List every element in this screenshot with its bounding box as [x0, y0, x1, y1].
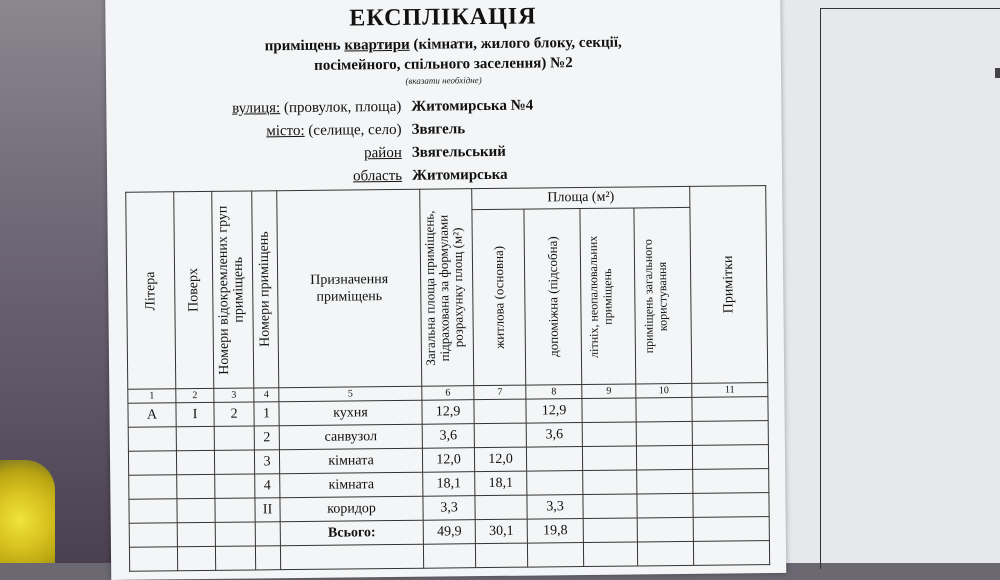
cell-empty [583, 518, 637, 543]
column-number: 9 [582, 384, 636, 399]
cell-room: ІІ [255, 498, 280, 522]
header-rooms: Номери приміщень [252, 191, 279, 388]
address-label: місто: (селище, село) [266, 122, 401, 140]
total-label: Всього: [280, 520, 423, 545]
document-title: ЕКСПЛІКАЦІЯ [105, 1, 780, 35]
subtitle-suffix: (кімнати, жилого блоку, секції, [410, 35, 622, 53]
header-living: житлова (основна) [472, 209, 526, 386]
cell-poverkh [176, 426, 214, 450]
cell-room: 4 [255, 474, 280, 498]
cell-empty [637, 517, 693, 542]
cell-living [474, 423, 526, 448]
address-region [107, 168, 402, 191]
cell-auxiliary: 3,3 [527, 495, 583, 520]
cell-group [214, 450, 254, 474]
cell-notes [692, 421, 768, 446]
document-sheet [105, 0, 786, 580]
cell-summer [583, 494, 637, 519]
column-number: 1 [128, 389, 176, 404]
header-total-area: Загальна площа приміщень, підрахована за формулами розрахунку площ (м²) [420, 189, 474, 387]
cell-summer [582, 446, 636, 471]
header-groups: Номери відокремлених груп приміщень [212, 191, 254, 388]
cell-room: 2 [254, 426, 279, 450]
cell-common [637, 469, 693, 494]
subtitle-prefix: приміщень [265, 37, 345, 54]
column-number: 4 [254, 388, 279, 402]
cell-auxiliary: 12,9 [526, 399, 582, 424]
column-number: 8 [526, 385, 582, 400]
header-auxiliary: допоміжна (підсобна) [524, 209, 582, 386]
cell-litera [128, 451, 176, 476]
subtitle-underlined: квартири [344, 37, 410, 54]
cell-living [475, 495, 527, 520]
cell-poverkh: І [176, 402, 214, 426]
document-subtitle-line2: посімейного, спільного заселення) №2 [106, 53, 781, 77]
cell-litera [128, 427, 176, 452]
cell-empty [177, 522, 215, 546]
second-sheet [780, 0, 1000, 563]
second-sheet-mark [995, 68, 1000, 78]
cell-empty [129, 523, 177, 548]
header-purpose: Призначення приміщень [277, 189, 422, 387]
total-auxiliary-sum: 19,8 [527, 519, 583, 544]
address-street [106, 99, 401, 122]
cell-summer [583, 470, 637, 495]
cell-notes [692, 445, 768, 470]
column-number: 11 [692, 383, 768, 398]
column-number: 2 [176, 388, 214, 402]
column-number: 3 [214, 388, 254, 402]
cell-room: 1 [254, 402, 279, 426]
cell-group [214, 426, 254, 450]
address-city [107, 122, 402, 145]
cell-poverkh [177, 498, 215, 522]
header-common: приміщень загального користування [634, 207, 692, 384]
cell-total-area: 3,3 [423, 496, 475, 521]
cell-poverkh [177, 474, 215, 498]
total-area-sum: 49,9 [423, 520, 475, 545]
address-label: район [364, 145, 402, 162]
cell-purpose: кімната [280, 472, 423, 497]
cell-poverkh [176, 450, 214, 474]
cell-notes [693, 469, 769, 494]
header-summer: літніх, неопалювальних приміщень [580, 208, 636, 385]
cell-auxiliary [526, 447, 582, 472]
cell-group: 2 [214, 402, 254, 426]
cell-auxiliary [527, 471, 583, 496]
cell-summer [582, 398, 636, 423]
cell-total-area: 12,0 [422, 448, 474, 473]
background-yellow-object [0, 460, 55, 563]
cell-purpose: санвузол [279, 424, 422, 449]
cell-litera: А [128, 403, 176, 428]
cell-empty [215, 522, 255, 546]
cell-group [215, 498, 255, 522]
cell-living: 12,0 [474, 447, 526, 472]
column-number: 5 [279, 386, 422, 401]
header-poverkh: Поверх [174, 191, 214, 388]
cell-notes [692, 397, 768, 422]
column-number: 10 [636, 383, 692, 398]
cell-common [636, 397, 692, 422]
cell-total-area: 12,9 [422, 400, 474, 425]
cell-purpose: коридор [280, 496, 423, 521]
cell-common [636, 421, 692, 446]
address-district [107, 145, 402, 168]
second-sheet-frame [820, 8, 1000, 569]
cell-common [637, 493, 693, 518]
header-notes: Примітки [690, 186, 768, 384]
cell-litera [129, 499, 177, 524]
cell-total-area: 3,6 [422, 424, 474, 449]
cell-living: 18,1 [475, 471, 527, 496]
cell-summer [582, 422, 636, 447]
header-area-group: Площа (м²) [472, 186, 690, 209]
cell-empty [255, 522, 280, 546]
cell-room: 3 [254, 450, 279, 474]
cell-purpose: кімната [279, 448, 422, 473]
column-number: 6 [422, 386, 474, 401]
cell-total-area: 18,1 [423, 472, 475, 497]
cell-litera [129, 475, 177, 500]
cell-purpose: кухня [279, 400, 422, 425]
address-label: область [353, 168, 402, 186]
column-number: 7 [474, 385, 526, 400]
address-label: вулиця: (провулок, площа) [232, 99, 401, 118]
explication-table [125, 185, 770, 572]
document-note: (вказати необхідне) [106, 72, 781, 89]
cell-common [636, 445, 692, 470]
cell-empty [693, 517, 769, 542]
cell-auxiliary: 3,6 [526, 423, 582, 448]
total-living-sum: 30,1 [475, 519, 527, 544]
cell-notes [693, 493, 769, 518]
cell-group [215, 474, 255, 498]
header-litera: Літера [126, 192, 176, 389]
cell-living [474, 399, 526, 424]
